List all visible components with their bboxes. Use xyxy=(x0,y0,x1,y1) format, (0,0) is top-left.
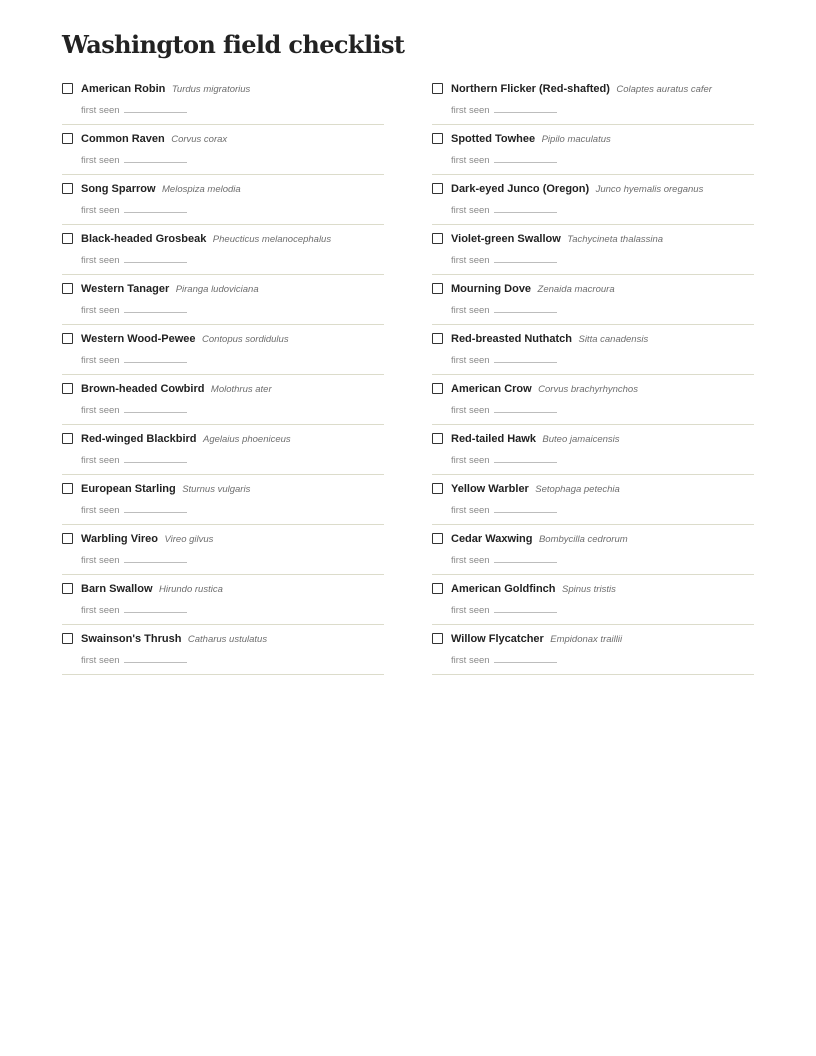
species-name-line xyxy=(451,431,620,447)
scientific-name: Junco hyemalis oreganus xyxy=(595,184,704,195)
checklist-item xyxy=(62,625,384,675)
species-name-line xyxy=(81,481,250,497)
first-seen-label: first seen xyxy=(81,555,120,566)
species-name-line xyxy=(81,131,227,147)
checklist-item xyxy=(432,175,754,225)
first-seen-label: first seen xyxy=(81,255,120,266)
common-name: Common Raven xyxy=(81,133,165,145)
species-name-line xyxy=(81,81,250,97)
page-title: Washington field checklist xyxy=(62,30,405,59)
common-name: European Starling xyxy=(81,483,176,495)
species-name-line xyxy=(451,181,703,197)
first-seen-field[interactable] xyxy=(124,203,187,213)
scientific-name: Buteo jamaicensis xyxy=(542,434,620,445)
scientific-name: Setophaga petechia xyxy=(535,484,620,495)
scientific-name: Turdus migratorius xyxy=(171,84,251,95)
common-name: Northern Flicker (Red-shafted) xyxy=(451,83,610,95)
scientific-name: Catharus ustulatus xyxy=(187,634,268,645)
species-checkbox[interactable] xyxy=(432,383,443,394)
first-seen-label: first seen xyxy=(451,405,490,416)
first-seen-field[interactable] xyxy=(124,553,187,563)
common-name: Western Wood-Pewee xyxy=(81,333,196,345)
first-seen-row xyxy=(81,503,187,517)
scientific-name: Pheucticus melanocephalus xyxy=(212,234,332,245)
checklist-item xyxy=(62,525,384,575)
first-seen-row xyxy=(451,503,557,517)
species-checkbox[interactable] xyxy=(62,233,73,244)
common-name: Red-tailed Hawk xyxy=(451,433,536,445)
scientific-name: Melospiza melodia xyxy=(162,184,241,195)
checklist-column-right xyxy=(432,75,754,675)
species-name-line xyxy=(451,481,620,497)
first-seen-field[interactable] xyxy=(494,603,557,613)
first-seen-row xyxy=(451,153,557,167)
species-name-line xyxy=(81,381,272,397)
common-name: Red-breasted Nuthatch xyxy=(451,333,573,345)
first-seen-row xyxy=(451,353,557,367)
first-seen-row xyxy=(81,453,187,467)
species-name-line xyxy=(451,531,628,547)
scientific-name: Corvus corax xyxy=(171,134,228,145)
species-name-line xyxy=(81,631,267,647)
species-name-line xyxy=(81,581,223,597)
first-seen-row xyxy=(451,203,557,217)
first-seen-label: first seen xyxy=(451,155,490,166)
checklist-item xyxy=(62,325,384,375)
common-name: Swainson's Thrush xyxy=(81,633,182,645)
scientific-name: Vireo gilvus xyxy=(164,534,214,545)
first-seen-label: first seen xyxy=(451,255,490,266)
first-seen-row xyxy=(81,203,187,217)
first-seen-row xyxy=(81,303,187,317)
species-checkbox[interactable] xyxy=(432,333,443,344)
first-seen-label: first seen xyxy=(81,355,120,366)
checklist-item xyxy=(62,375,384,425)
species-checkbox[interactable] xyxy=(62,583,73,594)
first-seen-label: first seen xyxy=(451,505,490,516)
species-checkbox[interactable] xyxy=(432,83,443,94)
species-name-line xyxy=(451,81,712,97)
species-checkbox[interactable] xyxy=(62,183,73,194)
species-checkbox[interactable] xyxy=(432,233,443,244)
scientific-name: Colaptes auratus cafer xyxy=(616,84,712,95)
first-seen-label: first seen xyxy=(451,455,490,466)
checklist-item xyxy=(432,75,754,125)
first-seen-label: first seen xyxy=(451,605,490,616)
checklist-item xyxy=(432,425,754,475)
checklist-item xyxy=(432,225,754,275)
first-seen-label: first seen xyxy=(81,155,120,166)
checklist-item xyxy=(432,375,754,425)
species-name-line xyxy=(451,581,616,597)
common-name: Red-winged Blackbird xyxy=(81,433,197,445)
first-seen-field[interactable] xyxy=(494,103,557,113)
scientific-name: Tachycineta thalassina xyxy=(567,234,664,245)
checklist-item xyxy=(432,125,754,175)
first-seen-row xyxy=(81,603,187,617)
first-seen-field[interactable] xyxy=(494,203,557,213)
checklist-item xyxy=(432,275,754,325)
first-seen-field[interactable] xyxy=(494,303,557,313)
species-checkbox[interactable] xyxy=(62,333,73,344)
species-name-line xyxy=(81,331,289,347)
first-seen-field[interactable] xyxy=(494,403,557,413)
scientific-name: Bombycilla cedrorum xyxy=(538,534,628,545)
common-name: Dark-eyed Junco (Oregon) xyxy=(451,183,590,195)
scientific-name: Spinus tristis xyxy=(561,584,616,595)
first-seen-label: first seen xyxy=(451,105,490,116)
scientific-name: Sturnus vulgaris xyxy=(182,484,251,495)
common-name: Mourning Dove xyxy=(451,283,532,295)
first-seen-field[interactable] xyxy=(494,353,557,363)
scientific-name: Agelaius phoeniceus xyxy=(202,434,291,445)
first-seen-field[interactable] xyxy=(494,453,557,463)
species-checkbox[interactable] xyxy=(432,633,443,644)
species-checkbox[interactable] xyxy=(62,433,73,444)
first-seen-field[interactable] xyxy=(494,153,557,163)
first-seen-field[interactable] xyxy=(124,353,187,363)
first-seen-label: first seen xyxy=(81,105,120,116)
first-seen-label: first seen xyxy=(81,205,120,216)
checklist-column-left xyxy=(62,75,384,675)
first-seen-field[interactable] xyxy=(124,303,187,313)
species-checkbox[interactable] xyxy=(432,483,443,494)
checklist-item xyxy=(432,475,754,525)
first-seen-field[interactable] xyxy=(494,653,557,663)
first-seen-row xyxy=(451,303,557,317)
common-name: Barn Swallow xyxy=(81,583,153,595)
species-checkbox[interactable] xyxy=(62,83,73,94)
species-checkbox[interactable] xyxy=(62,483,73,494)
species-name-line xyxy=(451,331,648,347)
first-seen-label: first seen xyxy=(81,655,120,666)
first-seen-label: first seen xyxy=(81,505,120,516)
first-seen-field[interactable] xyxy=(124,403,187,413)
scientific-name: Empidonax traillii xyxy=(550,634,623,645)
first-seen-row xyxy=(81,353,187,367)
species-checkbox[interactable] xyxy=(62,283,73,294)
first-seen-row xyxy=(81,553,187,567)
species-name-line xyxy=(81,181,241,197)
species-checkbox[interactable] xyxy=(62,633,73,644)
species-checkbox[interactable] xyxy=(432,533,443,544)
scientific-name: Sitta canadensis xyxy=(578,334,649,345)
common-name: Song Sparrow xyxy=(81,183,156,195)
first-seen-label: first seen xyxy=(451,555,490,566)
first-seen-field[interactable] xyxy=(124,153,187,163)
first-seen-field[interactable] xyxy=(124,253,187,263)
species-name-line xyxy=(451,631,622,647)
common-name: Black-headed Grosbeak xyxy=(81,233,207,245)
first-seen-row xyxy=(81,403,187,417)
common-name: Warbling Vireo xyxy=(81,533,159,545)
checklist-item xyxy=(62,125,384,175)
scientific-name: Molothrus ater xyxy=(210,384,272,395)
first-seen-label: first seen xyxy=(451,205,490,216)
first-seen-field[interactable] xyxy=(124,453,187,463)
first-seen-label: first seen xyxy=(451,655,490,666)
checklist-item xyxy=(62,175,384,225)
common-name: Cedar Waxwing xyxy=(451,533,533,545)
scientific-name: Pipilo maculatus xyxy=(541,134,611,145)
first-seen-field[interactable] xyxy=(124,603,187,613)
checklist-item xyxy=(432,525,754,575)
first-seen-row xyxy=(451,453,557,467)
species-name-line xyxy=(81,231,331,247)
common-name: Violet-green Swallow xyxy=(451,233,561,245)
first-seen-field[interactable] xyxy=(124,653,187,663)
species-checkbox[interactable] xyxy=(432,283,443,294)
first-seen-label: first seen xyxy=(81,605,120,616)
scientific-name: Piranga ludoviciana xyxy=(175,284,259,295)
species-name-line xyxy=(81,531,213,547)
first-seen-field[interactable] xyxy=(124,503,187,513)
first-seen-row xyxy=(451,603,557,617)
checklist-item xyxy=(62,425,384,475)
scientific-name: Corvus brachyrhynchos xyxy=(538,384,638,395)
first-seen-row xyxy=(451,653,557,667)
first-seen-field[interactable] xyxy=(494,553,557,563)
species-name-line xyxy=(451,281,615,297)
common-name: Spotted Towhee xyxy=(451,133,536,145)
checklist-item xyxy=(62,475,384,525)
checklist-item xyxy=(62,275,384,325)
common-name: Yellow Warbler xyxy=(451,483,529,495)
first-seen-row xyxy=(451,403,557,417)
first-seen-label: first seen xyxy=(81,405,120,416)
first-seen-row xyxy=(451,553,557,567)
first-seen-row xyxy=(81,653,187,667)
scientific-name: Hirundo rustica xyxy=(158,584,223,595)
first-seen-field[interactable] xyxy=(494,253,557,263)
scientific-name: Zenaida macroura xyxy=(537,284,615,295)
first-seen-label: first seen xyxy=(81,305,120,316)
species-checkbox[interactable] xyxy=(62,133,73,144)
first-seen-row xyxy=(451,253,557,267)
first-seen-label: first seen xyxy=(451,305,490,316)
first-seen-row xyxy=(451,103,557,117)
species-checkbox[interactable] xyxy=(432,583,443,594)
species-name-line xyxy=(451,381,638,397)
species-checkbox[interactable] xyxy=(62,383,73,394)
first-seen-row xyxy=(81,153,187,167)
species-name-line xyxy=(81,281,259,297)
species-checkbox[interactable] xyxy=(62,533,73,544)
first-seen-label: first seen xyxy=(81,455,120,466)
species-name-line xyxy=(81,431,291,447)
common-name: American Goldfinch xyxy=(451,583,556,595)
common-name: Brown-headed Cowbird xyxy=(81,383,205,395)
first-seen-label: first seen xyxy=(451,355,490,366)
checklist-item xyxy=(62,225,384,275)
common-name: American Crow xyxy=(451,383,532,395)
species-checkbox[interactable] xyxy=(432,433,443,444)
common-name: American Robin xyxy=(81,83,166,95)
species-checkbox[interactable] xyxy=(432,133,443,144)
first-seen-row xyxy=(81,103,187,117)
checklist-item xyxy=(62,75,384,125)
checklist-item xyxy=(432,575,754,625)
checklist-item xyxy=(432,325,754,375)
first-seen-field[interactable] xyxy=(494,503,557,513)
first-seen-field[interactable] xyxy=(124,103,187,113)
checklist-item xyxy=(62,575,384,625)
species-name-line xyxy=(451,131,611,147)
species-name-line xyxy=(451,231,663,247)
species-checkbox[interactable] xyxy=(432,183,443,194)
scientific-name: Contopus sordidulus xyxy=(201,334,289,345)
common-name: Willow Flycatcher xyxy=(451,633,544,645)
common-name: Western Tanager xyxy=(81,283,170,295)
first-seen-row xyxy=(81,253,187,267)
checklist-item xyxy=(432,625,754,675)
